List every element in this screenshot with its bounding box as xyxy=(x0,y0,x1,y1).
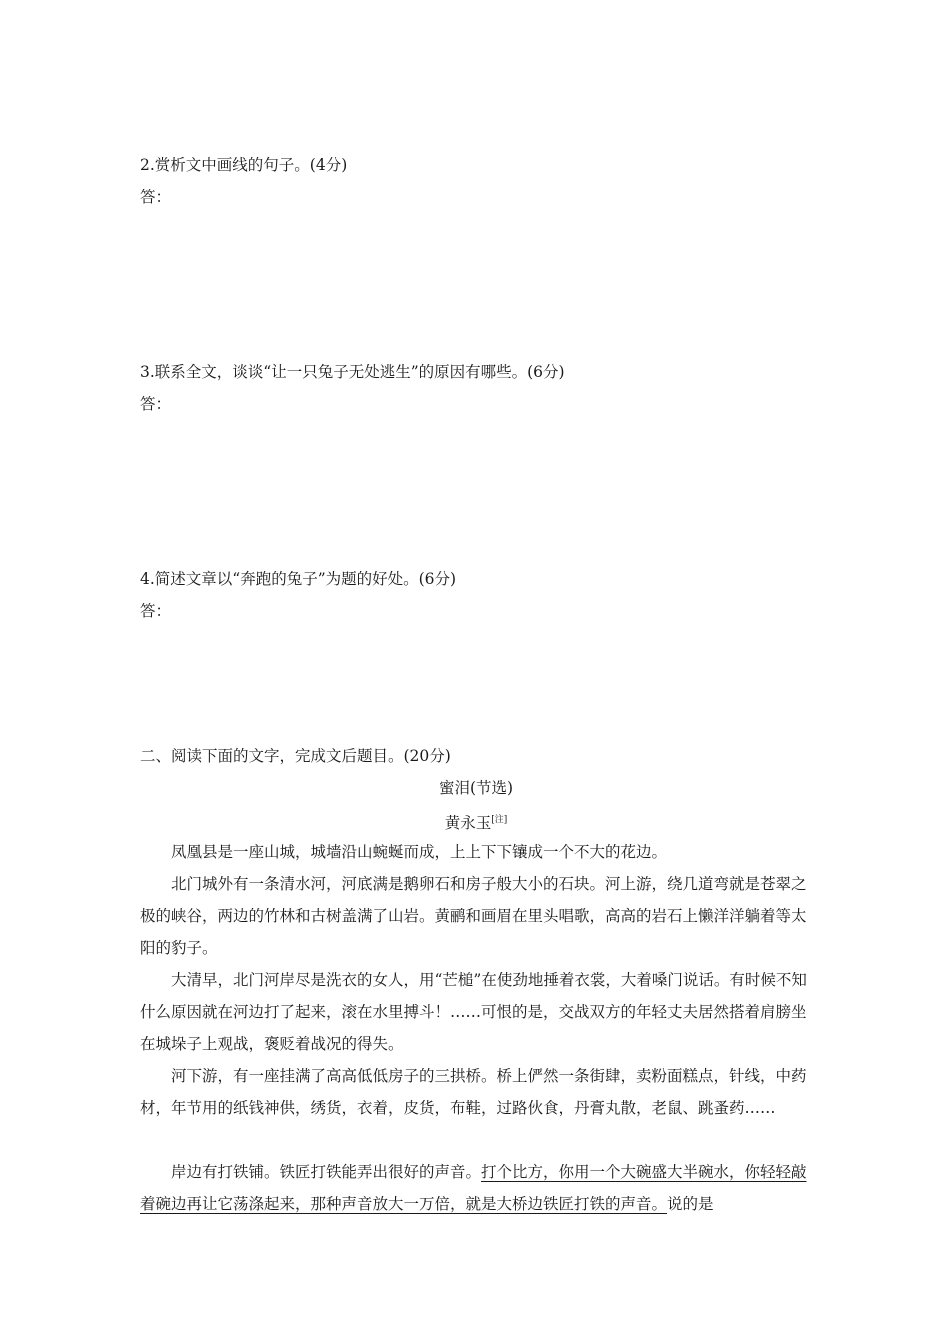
question-3-answer-label: 答： xyxy=(140,395,172,413)
passage-author xyxy=(140,808,812,835)
paragraph-1: 凤凰县是一座山城，城墙沿山蜿蜒而成，上上下下镶成一个不大的花边。 xyxy=(171,843,668,861)
paragraph-4: 河下游，有一座挂满了高高低低房子的三拱桥。桥上俨然一条街肆，卖粉面糕点，针线，中药材，年节用的纸钱神供，绣货，衣着，皮货，布鞋，过路伙食，丹膏丸散，老鼠、跳蚤药…… xyxy=(140,1067,807,1117)
question-2-answer-label: 答： xyxy=(140,188,172,206)
underlined-sentence: 打个比方，你用一个大碗盛大半碗水，你轻轻敲着碗边再让它荡涤起来，那种声音放大一万倍，就是大桥边铁匠打铁的声音。 xyxy=(140,1163,807,1213)
author-note-mark: [注] xyxy=(491,815,508,825)
paragraph-5 xyxy=(140,1156,812,1220)
paragraph-5-start: 岸边有打铁铺。铁匠打铁能弄出很好的声音。 xyxy=(171,1163,482,1181)
question-4-prompt: 4.简述文章以“奔跑的兔子”为题的好处。(6分) xyxy=(140,570,457,588)
paragraph-2: 北门城外有一条清水河，河底满是鹅卵石和房子般大小的石块。河上游，绕几道弯就是苍翠之极的峡谷，两边的竹林和古树盖满了山岩。黄鹂和画眉在里头唱歌，高高的岩石上懒洋洋躺着等太阳的豹子。 xyxy=(140,875,807,957)
question-2-prompt: 2.赏析文中画线的句子。(4分) xyxy=(140,156,348,174)
passage-title: 蜜泪(节选) xyxy=(438,779,514,797)
paragraph-5-end: 说的是 xyxy=(667,1195,714,1213)
author-name: 黄永玉 xyxy=(444,814,492,832)
question-3-prompt: 3.联系全文，谈谈“让一只兔子无处逃生”的原因有哪些。(6分) xyxy=(140,363,565,381)
question-4-answer-label: 答： xyxy=(140,602,172,620)
section-2-heading: 二、阅读下面的文字，完成文后题目。(20分) xyxy=(140,747,451,765)
paragraph-3: 大清早，北门河岸尽是洗衣的女人，用“芒槌”在使劲地捶着衣裳，大着嗓门说话。有时候不知什么原因就在河边打了起来，滚在水里搏斗！……可恨的是，交战双方的年轻丈夫居然搭着肩膀坐在城垛子上观战，褒贬着战况的得失。 xyxy=(140,971,807,1053)
